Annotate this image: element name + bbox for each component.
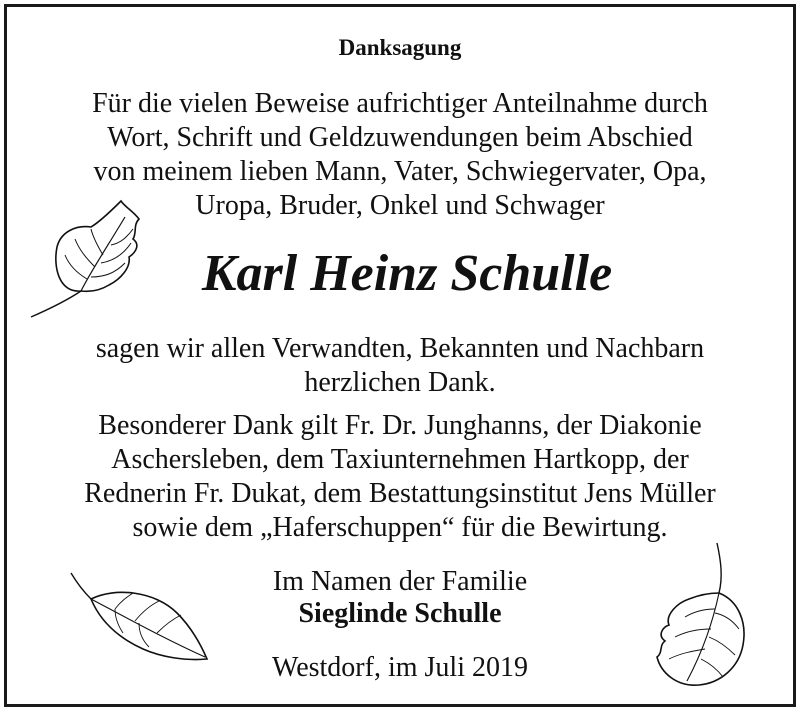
- notice-frame: [4, 4, 796, 707]
- special-thanks-line: Aschersleben, dem Taxiunternehmen Hartkopp, der: [111, 444, 689, 475]
- special-thanks-line: Rednerin Fr. Dukat, dem Bestattungsinstitut Jens Müller: [84, 478, 716, 509]
- intro-line: Uropa, Bruder, Onkel und Schwager: [195, 190, 605, 221]
- special-thanks-line: Besonderer Dank gilt Fr. Dr. Junghanns, der Diakonie: [98, 410, 702, 441]
- leaf-outline-icon: [29, 195, 149, 325]
- thanks-line: herzlichen Dank.: [304, 367, 496, 398]
- signature-name: Sieglinde Schulle: [298, 598, 502, 629]
- place-date: Westdorf, im Juli 2019: [272, 652, 528, 683]
- special-thanks-paragraph: [7, 409, 793, 545]
- intro-line: Wort, Schrift und Geldzuwendungen beim Abschied: [107, 122, 693, 153]
- thanks-line: sagen wir allen Verwandten, Bekannten und Nachbarn: [95, 333, 705, 364]
- thanks-paragraph: [7, 332, 793, 400]
- deceased-name: Karl Heinz Schulle: [201, 245, 613, 302]
- intro-line: von meinem lieben Mann, Vater, Schwiegervater, Opa,: [93, 156, 707, 187]
- notice-heading: Danksagung: [338, 35, 462, 60]
- intro-line: Für die vielen Beweise aufrichtiger Anteilnahme durch: [92, 88, 708, 119]
- special-thanks-line: sowie dem „Haferschuppen“ für die Bewirtung.: [132, 512, 668, 543]
- signature-intro: Im Namen der Familie: [272, 566, 528, 597]
